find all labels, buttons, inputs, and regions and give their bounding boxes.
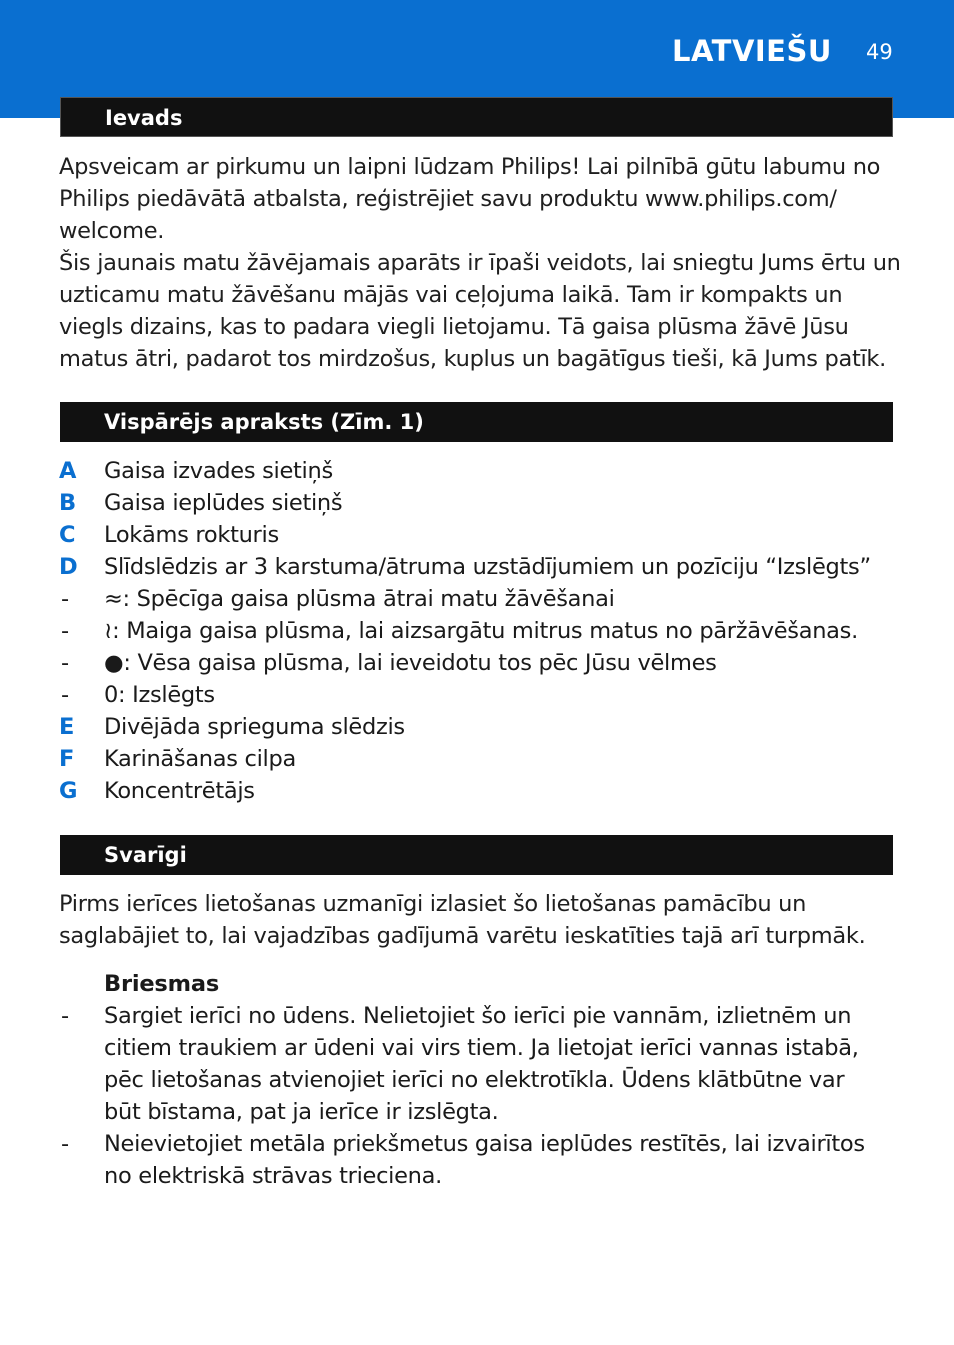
list-item xyxy=(59,775,919,807)
item-text: ●: Vēsa gaisa plūsma, lai ieveidotu tos pēc Jūsu vēlmes xyxy=(104,650,717,676)
warning-line: citiem traukiem ar ūdeni vai virs tiem. Ja lietojat ierīci vannas istabā, xyxy=(104,1035,859,1061)
item-marker: - xyxy=(61,650,69,676)
warning-line: pēc lietošanas atvienojiet ierīci no elektrotīkla. Ūdens klātbūtne var xyxy=(104,1067,845,1093)
item-text: Lokāms rokturis xyxy=(104,522,279,548)
item-text: ≈: Spēcīga gaisa plūsma ātrai matu žāvēšanai xyxy=(104,586,615,612)
section-bar-intro xyxy=(60,97,893,137)
list-item xyxy=(59,743,919,775)
list-item xyxy=(59,487,919,519)
list-item xyxy=(59,711,919,743)
page-number: 49 xyxy=(866,40,893,64)
warning-marker: - xyxy=(61,1003,69,1029)
intro-line: Šis jaunais matu žāvējamais aparāts ir īpaši veidots, lai sniegtu Jums ērtu un xyxy=(59,250,901,276)
intro-line: welcome. xyxy=(59,218,165,244)
warning-line: būt bīstama, pat ja ierīce ir izslēgta. xyxy=(104,1099,499,1125)
item-marker: D xyxy=(59,554,78,580)
language-title: LATVIEŠU xyxy=(672,34,832,68)
list-item xyxy=(59,455,919,487)
intro-line: matus ātri, padarot tos mirdzošus, kuplus un bagātīgus tieši, kā Jums patīk. xyxy=(59,346,887,372)
item-text: Karināšanas cilpa xyxy=(104,746,296,772)
item-marker: - xyxy=(61,682,69,708)
intro-line: Philips piedāvātā atbalsta, reģistrējiet savu produktu www.philips.com/ xyxy=(59,186,837,212)
list-item xyxy=(59,519,919,551)
item-text: Gaisa izvades sietiņš xyxy=(104,458,333,484)
list-item xyxy=(59,679,919,711)
intro-line: Apsveicam ar pirkumu un laipni lūdzam Philips! Lai pilnībā gūtu labumu no xyxy=(59,154,881,180)
warning-line: no elektriskā strāvas trieciena. xyxy=(104,1163,442,1189)
list-item xyxy=(59,583,919,615)
list-item xyxy=(59,647,919,679)
item-text: Slīdslēdzis ar 3 karstuma/ātruma uzstādījumiem un pozīciju “Izslēgts” xyxy=(104,554,871,580)
section-title-intro: Ievads xyxy=(105,106,183,130)
item-marker: F xyxy=(59,746,75,772)
intro-line: viegls dizains, kas to padara viegli lietojamu. Tā gaisa plūsma žāvē Jūsu xyxy=(59,314,849,340)
important-line: saglabājiet to, lai vajadzības gadījumā varētu ieskatīties tajā arī turpmāk. xyxy=(59,923,866,949)
item-marker: A xyxy=(59,458,77,484)
danger-heading: Briesmas xyxy=(104,971,220,997)
warning-text xyxy=(104,1000,859,1128)
section-title-important: Svarīgi xyxy=(104,843,187,867)
list-item xyxy=(59,615,919,647)
intro-paragraph xyxy=(59,151,899,375)
item-text: Gaisa ieplūdes sietiņš xyxy=(104,490,343,516)
item-text: ≀: Maiga gaisa plūsma, lai aizsargātu mitrus matus no pāržāvēšanas. xyxy=(104,618,858,644)
item-marker: B xyxy=(59,490,76,516)
important-line: Pirms ierīces lietošanas uzmanīgi izlasiet šo lietošanas pamācību un xyxy=(59,891,807,917)
warning-line: Sargiet ierīci no ūdens. Nelietojiet šo ierīci pie vannām, izlietnēm un xyxy=(104,1003,852,1029)
warning-line: Neievietojiet metāla priekšmetus gaisa ieplūdes restītēs, lai izvairītos xyxy=(104,1131,865,1157)
item-marker: - xyxy=(61,618,69,644)
section-bar-important xyxy=(60,835,893,875)
item-text: Divējāda sprieguma slēdzis xyxy=(104,714,405,740)
item-marker: G xyxy=(59,778,78,804)
parts-list xyxy=(59,455,919,807)
item-text: 0: Izslēgts xyxy=(104,682,215,708)
important-paragraph xyxy=(59,888,899,952)
warning-text xyxy=(104,1128,865,1192)
item-marker: - xyxy=(61,586,69,612)
item-text: Koncentrētājs xyxy=(104,778,255,804)
section-title-description: Vispārējs apraksts (Zīm. 1) xyxy=(104,410,424,434)
item-marker: C xyxy=(59,522,76,548)
warning-marker: - xyxy=(61,1131,69,1157)
list-item xyxy=(59,551,919,583)
section-bar-description xyxy=(60,402,893,442)
item-marker: E xyxy=(59,714,75,740)
intro-line: uzticamu matu žāvēšanu mājās vai ceļojuma laikā. Tam ir kompakts un xyxy=(59,282,843,308)
